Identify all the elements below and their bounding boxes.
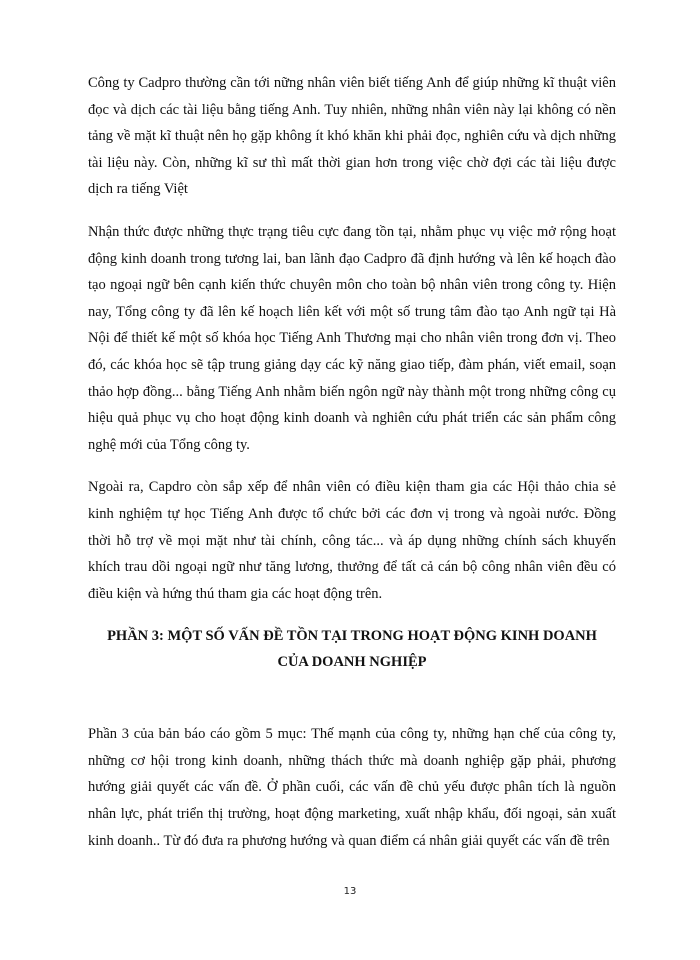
section-heading-line-1: PHẦN 3: MỘT SỐ VẤN ĐỀ TỒN TẠI TRONG HOẠT ĐỘNG KINH DOANH <box>107 628 597 645</box>
paragraph-training-plan: Nhận thức được những thực trạng tiêu cực đang tồn tại, nhằm phục vụ việc mở rộng hoạt động kinh doanh trong tương lai, ban lãnh đạo Cadpro đã định hướng và lên kế hoạch đào tạo ngoại ngữ bên cạnh kiến thức chuyên môn cho toàn bộ nhân viên trong công ty. Hiện nay, Tổng công ty đã lên kế hoạch liên kết với một số trung tâm đào tạo Anh ngữ tại Hà Nội để thiết kế một số khóa học Tiếng Anh Thương mại cho nhân viên trong đơn vị. Theo đó, các khóa học sẽ tập trung giảng dạy các kỹ năng giao tiếp, đàm phán, viết email, soạn thảo hợp đồng... bằng Tiếng Anh nhằm biến ngôn ngữ này thành một trong những công cụ hiệu quả phục vụ cho hoạt động kinh doanh và nghiên cứu phát triển các sản phẩm công nghệ mới của Tổng công ty. <box>88 223 616 453</box>
section-heading <box>88 623 616 675</box>
paragraph-section-summary: Phần 3 của bản báo cáo gồm 5 mục: Thế mạnh của công ty, những hạn chế của công ty, những cơ hội trong kinh doanh, những thách thức mà doanh nghiệp gặp phải, phương hướng giải quyết các vấn đề. Ở phần cuối, các vấn đề chủ yếu được phân tích là nguồn nhân lực, phát triển thị trường, hoạt động marketing, xuất nhập khẩu, đối ngoại, sản xuất kinh doanh.. Từ đó đưa ra phương hướng và quan điểm cá nhân giải quyết các vấn đề trên <box>88 726 616 849</box>
page-number: 13 <box>343 886 357 897</box>
paragraph-training-need: Công ty Cadpro thường cần tới nững nhân viên biết tiếng Anh để giúp những kĩ thuật viên đọc và dịch các tài liệu bằng tiếng Anh. Tuy nhiên, những nhân viên này lại không có nền tảng về mặt kĩ thuật nên họ gặp không ít khó khăn khi phải đọc, nghiên cứu và dịch những tài liệu này. Còn, những kĩ sư thì mất thời gian hơn trong việc chờ đợi các tài liệu được dịch ra tiếng Việt <box>88 75 616 198</box>
section-heading-line-2: CỦA DOANH NGHIỆP <box>277 654 427 671</box>
paragraph-workshops: Ngoài ra, Capdro còn sắp xếp để nhân viên có điều kiện tham gia các Hội thảo chia sẻ kinh nghiệm tự học Tiếng Anh được tổ chức bởi các đơn vị trong và ngoài nước. Đồng thời hỗ trợ về mọi mặt như tài chính, công tác... và áp dụng những chính sách khuyến khích trau dồi ngoại ngữ như tăng lương, thưởng để tất cả cán bộ công nhân viên đều có điều kiện và hứng thú tham gia các hoạt động trên. <box>88 479 616 602</box>
document-page <box>88 70 616 870</box>
